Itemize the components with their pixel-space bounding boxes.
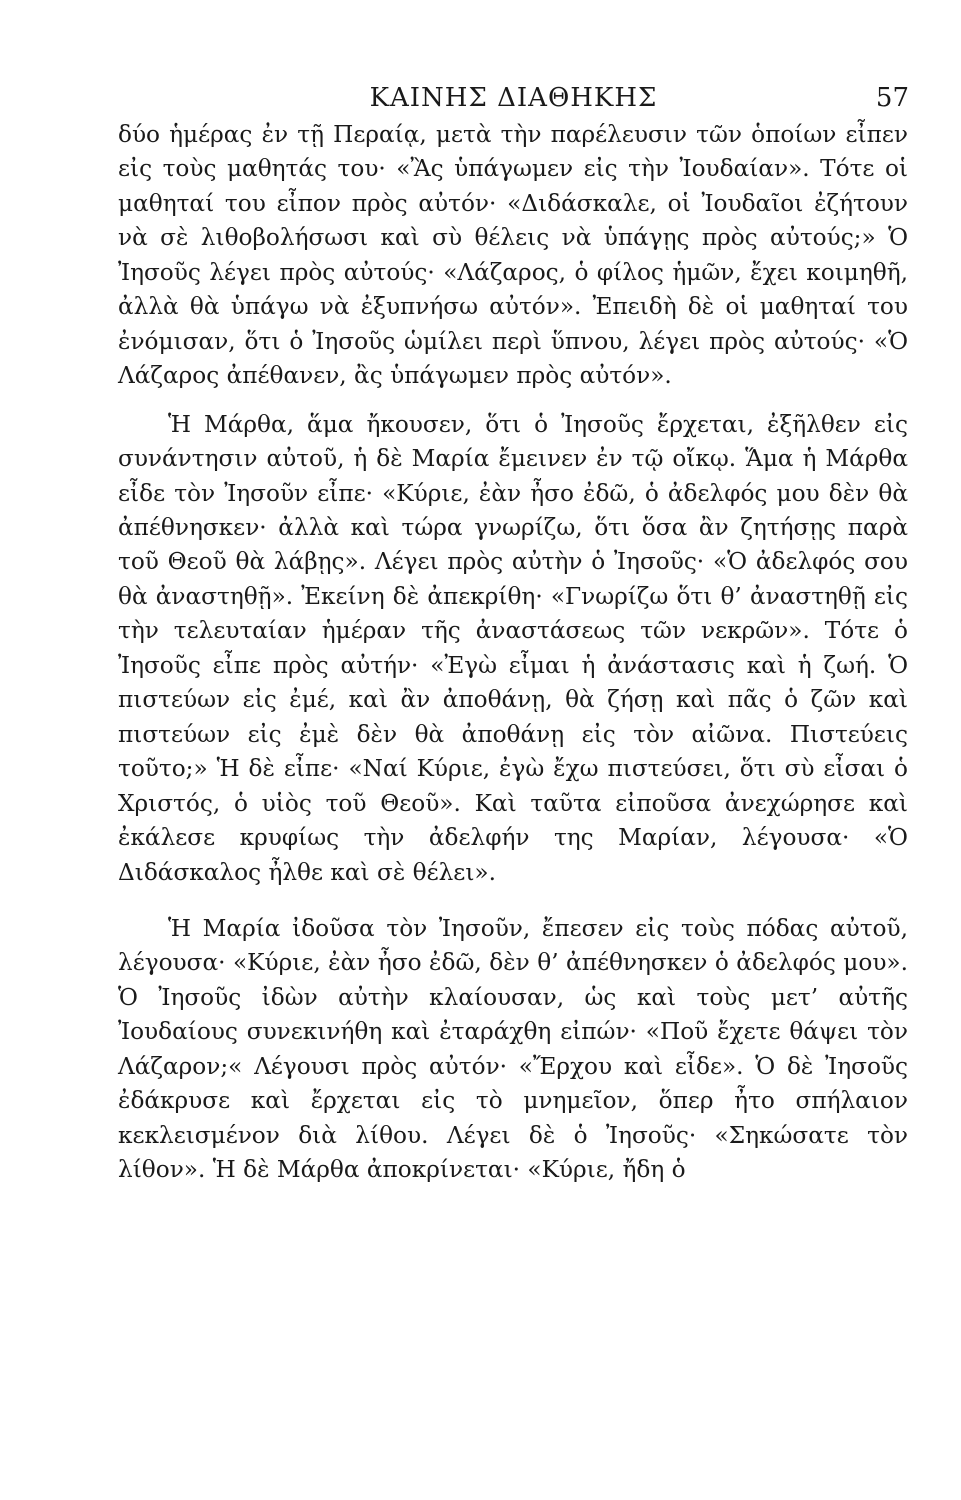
page-number: 57 (875, 83, 909, 113)
running-title: ΚΑΙΝΗΣ ΔΙΑΘΗΚΗΣ (369, 83, 658, 113)
paragraph-3: Ἡ Μαρία ἰδοῦσα τὸν Ἰησοῦν, ἔπεσεν εἰς τοὺς πόδας αὐτοῦ, λέγουσα· «Κύριε, ἐὰν ἦσο ἐδῶ, δὲν θ’ ἀπέθνησκεν ὁ ἀδελφός μου». Ὁ Ἰησοῦς ἰδὼν αὐτὴν κλαίουσαν, ὡς καὶ τοὺς μετ’ αὐτῆς Ἰουδαίους συνεκινήθη καὶ ἐταράχθη εἰπών· «Ποῦ ἔχετε θάψει τὸν Λάζαρον;« Λέγουσι πρὸς αὐτόν· «Ἔρχου καὶ εἶδε». Ὁ δὲ Ἰησοῦς ἐδάκρυσε καὶ ἔρχεται εἰς τὸ μνημεῖον, ὅπερ ἦτο σπήλαιον κεκλεισμένον διὰ λίθου. Λέγει δὲ ὁ Ἰησοῦς· «Σηκώσατε τὸν λίθον». Ἡ δὲ Μάρθα ἀποκρίνεται· «Κύριε, ἤδη ὁ (118, 914, 908, 1184)
body-text (118, 118, 908, 1188)
running-head (118, 78, 909, 118)
paragraph-2: Ἡ Μάρθα, ἅμα ἤκουσεν, ὅτι ὁ Ἰησοῦς ἔρχεται, ἐξῆλθεν εἰς συνάντησιν αὐτοῦ, ἡ δὲ Μαρία ἔμεινεν ἐν τῷ οἴκῳ. Ἅμα ἡ Μάρθα εἶδε τὸν Ἰησοῦν εἶπε· «Κύριε, ἐὰν ἦσο ἐδῶ, ὁ ἀδελφός μου δὲν θὰ ἀπέθνησκεν· ἀλλὰ καὶ τώρα γνωρίζω, ὅτι ὅσα ἂν ζητήσῃς παρὰ τοῦ Θεοῦ θὰ λάβῃς». Λέγει πρὸς αὐτὴν ὁ Ἰησοῦς· «Ὁ ἀδελφός σου θὰ ἀναστηθῇ». Ἐκείνη δὲ ἀπεκρίθη· «Γνωρίζω ὅτι θ’ ἀναστηθῇ εἰς τὴν τελευταίαν ἡμέραν τῆς ἀναστάσεως τῶν νεκρῶν». Τότε ὁ Ἰησοῦς εἶπε πρὸς αὐτήν· «Ἐγὼ εἶμαι ἡ ἀνάστασις καὶ ἡ ζωή. Ὁ πιστεύων εἰς ἐμέ, καὶ ἂν ἀποθάνῃ, θὰ ζήσῃ καὶ πᾶς ὁ ζῶν καὶ πιστεύων εἰς ἐμὲ δὲν θὰ ἀποθάνῃ εἰς τὸν αἰῶνα. Πιστεύεις τοῦτο;» Ἡ δὲ εἶπε· «Ναί Κύριε, ἐγὼ ἔχω πιστεύσει, ὅτι σὺ εἶσαι ὁ Χριστός, ὁ υἱὸς τοῦ Θεοῦ». Καὶ ταῦτα εἰποῦσα ἀνεχώρησε καὶ ἐκάλεσε κρυφίως τὴν ἀδελφήν της Μαρίαν, λέγουσα· «Ὁ Διδάσκαλος ἦλθε καὶ σὲ θέλει». (118, 410, 908, 886)
paragraph-1: δύο ἡμέρας ἐν τῇ Περαίᾳ, μετὰ τὴν παρέλευσιν τῶν ὁποίων εἶπεν εἰς τοὺς μαθητάς του· «Ἂς ὑπάγωμεν εἰς τὴν Ἰουδαίαν». Τότε οἱ μαθηταί του εἶπον πρὸς αὐτόν· «Διδάσκαλε, οἱ Ἰουδαῖοι ἐζήτουν νὰ σὲ λιθοβολήσωσι καὶ σὺ θέλεις νὰ ὑπάγῃς πρὸς αὐτούς;» Ὁ Ἰησοῦς λέγει πρὸς αὐτούς· «Λάζαρος, ὁ φίλος ἡμῶν, ἔχει κοιμηθῆ, ἀλλὰ θὰ ὑπάγω νὰ ἐξυπνήσω αὐτόν». Ἐπειδὴ δὲ οἱ μαθηταί του ἐνόμισαν, ὅτι ὁ Ἰησοῦς ὡμίλει περὶ ὕπνου, λέγει πρὸς αὐτούς· «Ὁ Λάζαρος ἀπέθανεν, ἂς ὑπάγωμεν πρὸς αὐτόν». (118, 121, 908, 390)
